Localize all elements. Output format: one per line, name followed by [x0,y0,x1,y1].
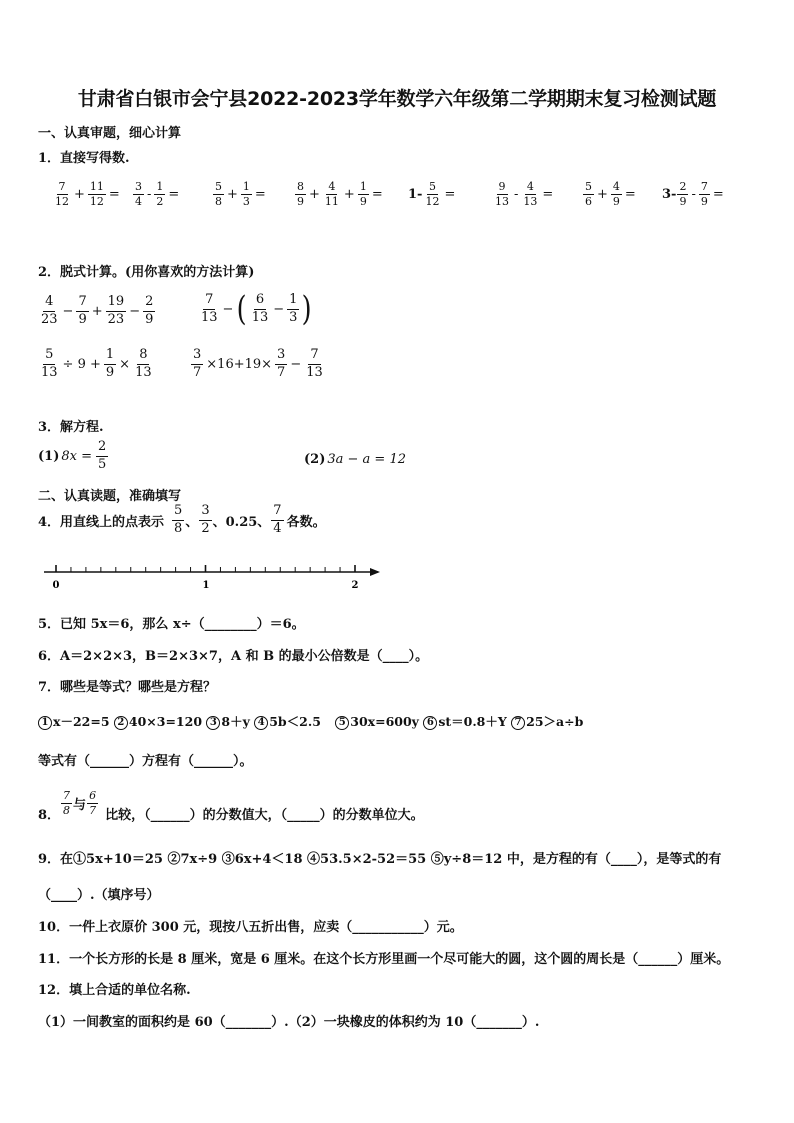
number-line-arrow [370,568,380,576]
q7-answer-line: 等式有（______）方程有（______）。 [38,754,253,769]
q1-item-7: $\frac{5}{6}$ + $\frac{4}{9}$ = [585,180,636,209]
tick-label-0: 0 [52,580,60,591]
question-7-label: 7．哪些是等式？哪些是方程？ [38,680,217,695]
q7-item-7: 7 25＞a÷b [511,714,583,729]
number-line [40,560,390,594]
question-4: 4．用直线上的点表示 $\frac{5}{8}$ 、 $\frac{3}{2}$ 、0.25、 $\frac{7}{4}$ 各数。 [38,503,326,536]
q2-expression-2: $\frac{7}{13}$ − ( $\frac{6}{13}$ − $\frac{1}{3}$ ) [201,289,313,329]
question-9-line-1: 9．在①5x+10＝25 ②7x÷9 ③6x+4＜18 ④53.5×2-52＝55 ⑤y÷8＝12 中，是方程的有（____），是等式的有 [38,852,722,867]
section-heading-2: 二、认真读题，准确填写 [38,489,182,504]
question-10: 10．一件上衣原价 300 元，现按八五折出售，应卖（___________）元。 [38,920,463,935]
q1-item-6: $\frac{9}{13}$ - $\frac{4}{13}$ = [495,180,554,209]
q1-item-4: $\frac{8}{9}$ + $\frac{4}{11}$ + $\frac{1}{9}$ = [297,180,383,209]
q7-item-4: 4 5b＜2.5 [254,714,321,729]
q7-item-5: 5 30x=600y [335,714,419,729]
q1-item-3: $\frac{5}{8}$ + $\frac{1}{3}$ = [215,180,266,209]
q2-expression-1: $\frac{4}{23}$ − $\frac{7}{9}$ + $\frac{19}{23}$ − $\frac{2}{9}$ [41,294,154,327]
question-12-label: 12．填上合适的单位名称. [38,983,191,998]
q7-item-2: 2 40×3=120 [114,714,202,729]
section-heading-1: 一、认真审题，细心计算 [38,126,182,141]
q1-item-2: $\frac{3}{4}$ - $\frac{1}{2}$ = [135,180,180,209]
question-1-label: 1．直接写得数. [38,151,130,166]
tick-label-1: 1 [202,580,210,591]
q7-items [38,712,583,730]
question-5: 5．已知 5x＝6，那么 x÷（________）＝6。 [38,617,305,632]
q2-expression-4: $\frac{3}{7}$ ×16+19× $\frac{3}{7}$ − $\frac{7}{13}$ [193,347,323,380]
q2-expression-3: $\frac{5}{13}$ ÷ 9 + $\frac{1}{9}$ × $\frac{8}{13}$ [41,347,152,380]
question-2-label: 2．脱式计算。(用你喜欢的方法计算) [38,265,255,280]
q3-part-1: (1) 8x = $\frac{2}{5}$ [38,439,107,472]
q7-item-3: 3 8＋y [206,714,249,729]
q7-item-6: 6 st＝0.8＋Y [423,714,506,729]
question-11: 11．一个长方形的长是 8 厘米，宽是 6 厘米。在这个长方形里画一个尽可能大的圆，这个圆的周长是（______）厘米。 [38,952,730,967]
q1-item-5: 1- $\frac{5}{12}$ = [408,180,456,209]
number-line-ticks [56,565,355,572]
question-3-label: 3．解方程. [38,420,104,435]
question-8: 8． $\frac{7}{8}$ 与 $\frac{6}{7}$ 比较，（______）的分数值大，（_____）的分数单位大。 [38,788,424,823]
question-12-line: （1）一间教室的面积约是 60（_______）.（2）一块橡皮的体积约为 10（_______）. [38,1015,540,1030]
q7-item-1: 1 x－22=5 [38,714,110,729]
q3-part-2: (2) 3a − a = 12 [304,452,406,467]
question-9-line-2: （____）.（填序号） [38,888,160,903]
question-6: 6．A＝2×2×3，B＝2×3×7，A 和 B 的最小公倍数是（____）。 [38,649,429,664]
page-title: 甘肃省白银市会宁县2022-2023学年数学六年级第二学期期末复习检测试题 [77,88,717,110]
q1-item-1: $\frac{7}{12}$ + $\frac{11}{12}$ = [55,180,120,209]
q1-item-8: 3- $\frac{2}{9}$ - $\frac{7}{9}$ = [662,180,724,209]
tick-label-2: 2 [351,580,359,591]
